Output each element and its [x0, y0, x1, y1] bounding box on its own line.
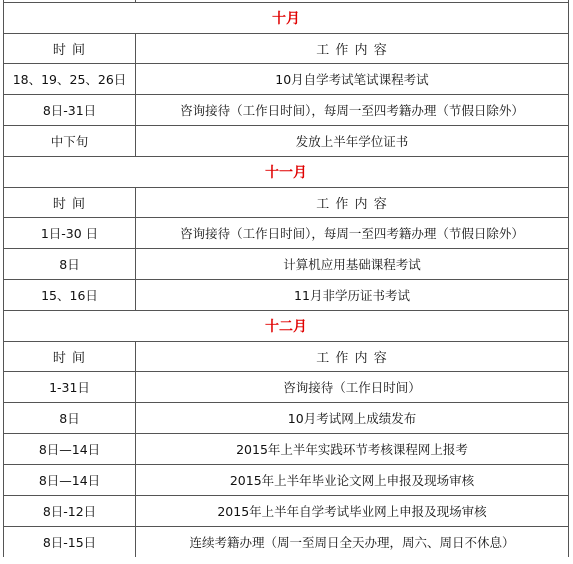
time-cell: 8日 — [4, 403, 136, 434]
table-row — [4, 403, 569, 434]
time-cell: 8日-15日 — [4, 527, 136, 558]
content-cell: 2015年上半年毕业论文网上申报及现场审核 — [136, 465, 569, 496]
time-cell: 8日—14日 — [4, 465, 136, 496]
content-cell: 2015年上半年实践环节考核课程网上报考 — [136, 434, 569, 465]
month-row-november — [4, 157, 569, 188]
table-row — [4, 95, 569, 126]
time-column-header: 时 间 — [4, 188, 136, 218]
column-header-row — [4, 34, 569, 64]
schedule-table — [3, 0, 569, 557]
table-row — [4, 527, 569, 558]
table-row — [4, 372, 569, 403]
time-cell: 8日-12日 — [4, 496, 136, 527]
content-cell: 2015年上半年自学考试毕业网上申报及现场审核 — [136, 496, 569, 527]
month-title: 十一月 — [4, 157, 569, 188]
content-cell: 连续考籍办理（周一至周日全天办理，周六、周日不休息） — [136, 527, 569, 558]
time-cell: 1-31日 — [4, 372, 136, 403]
content-cell: 咨询接待（工作日时间） — [136, 372, 569, 403]
table-row — [4, 465, 569, 496]
month-row-december — [4, 311, 569, 342]
content-column-header: 工 作 内 容 — [136, 188, 569, 218]
time-cell: 8日—14日 — [4, 434, 136, 465]
month-title: 十二月 — [4, 311, 569, 342]
time-column-header: 时 间 — [4, 342, 136, 372]
content-cell: 10月自学考试笔试课程考试 — [136, 64, 569, 95]
table-row — [4, 280, 569, 311]
time-cell: 中下旬 — [4, 126, 136, 157]
time-cell: 18、19、25、26日 — [4, 64, 136, 95]
content-cell: 计算机应用基础课程考试 — [136, 249, 569, 280]
time-column-header: 时 间 — [4, 34, 136, 64]
column-header-row — [4, 342, 569, 372]
table-row — [4, 249, 569, 280]
time-cell: 8日 — [4, 249, 136, 280]
month-row-october — [4, 3, 569, 34]
content-column-header: 工 作 内 容 — [136, 342, 569, 372]
table-row — [4, 434, 569, 465]
table-row — [4, 218, 569, 249]
content-cell: 10月考试网上成绩发布 — [136, 403, 569, 434]
table-row — [4, 126, 569, 157]
table-row — [4, 496, 569, 527]
month-title: 十月 — [4, 3, 569, 34]
content-cell: 咨询接待（工作日时间），每周一至四考籍办理（节假日除外） — [136, 218, 569, 249]
time-cell: 8日-31日 — [4, 95, 136, 126]
time-cell: 15、16日 — [4, 280, 136, 311]
content-column-header: 工 作 内 容 — [136, 34, 569, 64]
content-cell: 11月非学历证书考试 — [136, 280, 569, 311]
table-row — [4, 64, 569, 95]
column-header-row — [4, 188, 569, 218]
content-cell: 咨询接待（工作日时间），每周一至四考籍办理（节假日除外） — [136, 95, 569, 126]
time-cell: 1日-30 日 — [4, 218, 136, 249]
content-cell: 发放上半年学位证书 — [136, 126, 569, 157]
